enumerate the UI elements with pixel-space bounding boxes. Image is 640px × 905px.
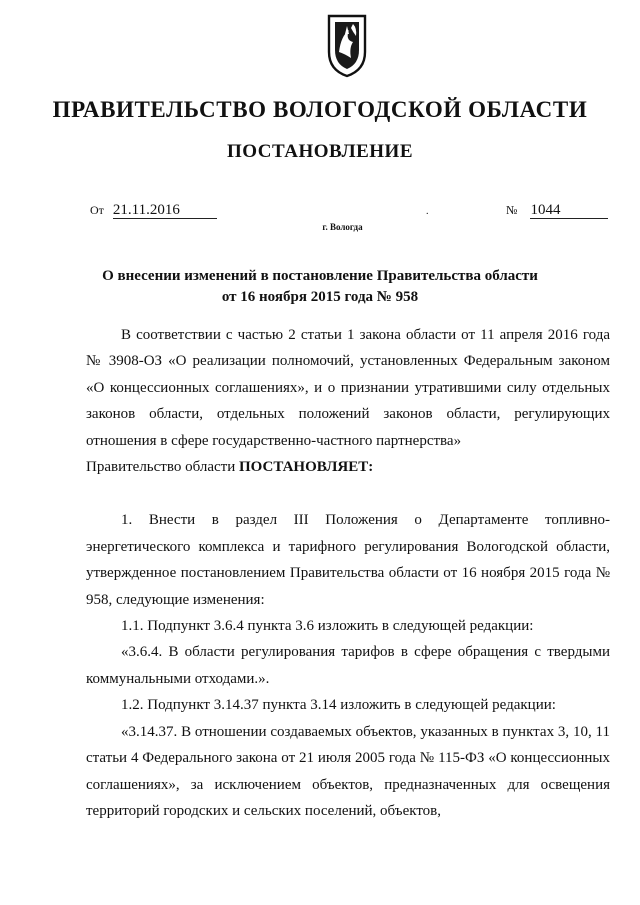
decree-paragraph <box>86 454 610 480</box>
separator-dot: . <box>426 206 429 217</box>
date-line <box>90 203 217 219</box>
quote-2-paragraph: «3.14.37. В отношении создаваемых объектов, указанных в пунктах 3, 10, 11 статьи 4 Федерального закона от 21 июля 2005 года № 115-ФЗ «О концессионных соглашениях», за исключением объектов, предназначенных для освещения территорий городских и сельских поселений, объектов, <box>86 723 610 819</box>
preamble-paragraph: В соответствии с частью 2 статьи 1 закона области от 11 апреля 2016 года № 3908-ОЗ «О реализации полномочий, установленных Федеральным законом «О концессионных соглашениях», и о признании утратившими силу отдельных законов области, отдельных положений законов области, регулирующих отношения в сфере государственно-частного партнерства» <box>86 327 610 449</box>
document-body <box>86 322 610 824</box>
coat-of-arms-emblem <box>323 12 371 80</box>
item-1-2-paragraph: 1.2. Подпункт 3.14.37 пункта 3.14 изложить в следующей редакции: <box>121 697 556 714</box>
decree-prefix: Правительство области <box>86 459 239 476</box>
decree-word: ПОСТАНОВЛЯЕТ: <box>238 459 374 476</box>
paragraph-gap <box>86 480 610 507</box>
item-1-1-paragraph: 1.1. Подпункт 3.6.4 пункта 3.6 изложить в следующей редакции: <box>121 618 534 635</box>
document-subject <box>0 266 640 308</box>
city-label: г. Вологда <box>322 222 363 232</box>
number-value: 1044 <box>530 203 608 219</box>
quote-1-paragraph: «3.6.4. В области регулирования тарифов в сфере обращения с твердыми коммунальными отходами.». <box>86 644 610 687</box>
subject-line-1: О внесении изменений в постановление Правительства области <box>102 268 538 284</box>
date-prefix: От <box>90 203 104 217</box>
date-value: 21.11.2016 <box>113 203 217 219</box>
org-title: ПРАВИТЕЛЬСТВО ВОЛОГОДСКОЙ ОБЛАСТИ <box>52 97 588 122</box>
item-1-paragraph: 1. Внести в раздел III Положения о Департаменте топливно-энергетического комплекса и тарифного регулирования Вологодской области, утвержденное постановлением Правительства области от 16 ноября 2015 года № 958, следующие изменения: <box>86 512 610 608</box>
number-line <box>506 203 608 219</box>
subject-line-2: от 16 ноября 2015 года № 958 <box>221 289 419 305</box>
document-kind: ПОСТАНОВЛЕНИЕ <box>226 141 414 162</box>
number-prefix: № <box>506 203 518 217</box>
